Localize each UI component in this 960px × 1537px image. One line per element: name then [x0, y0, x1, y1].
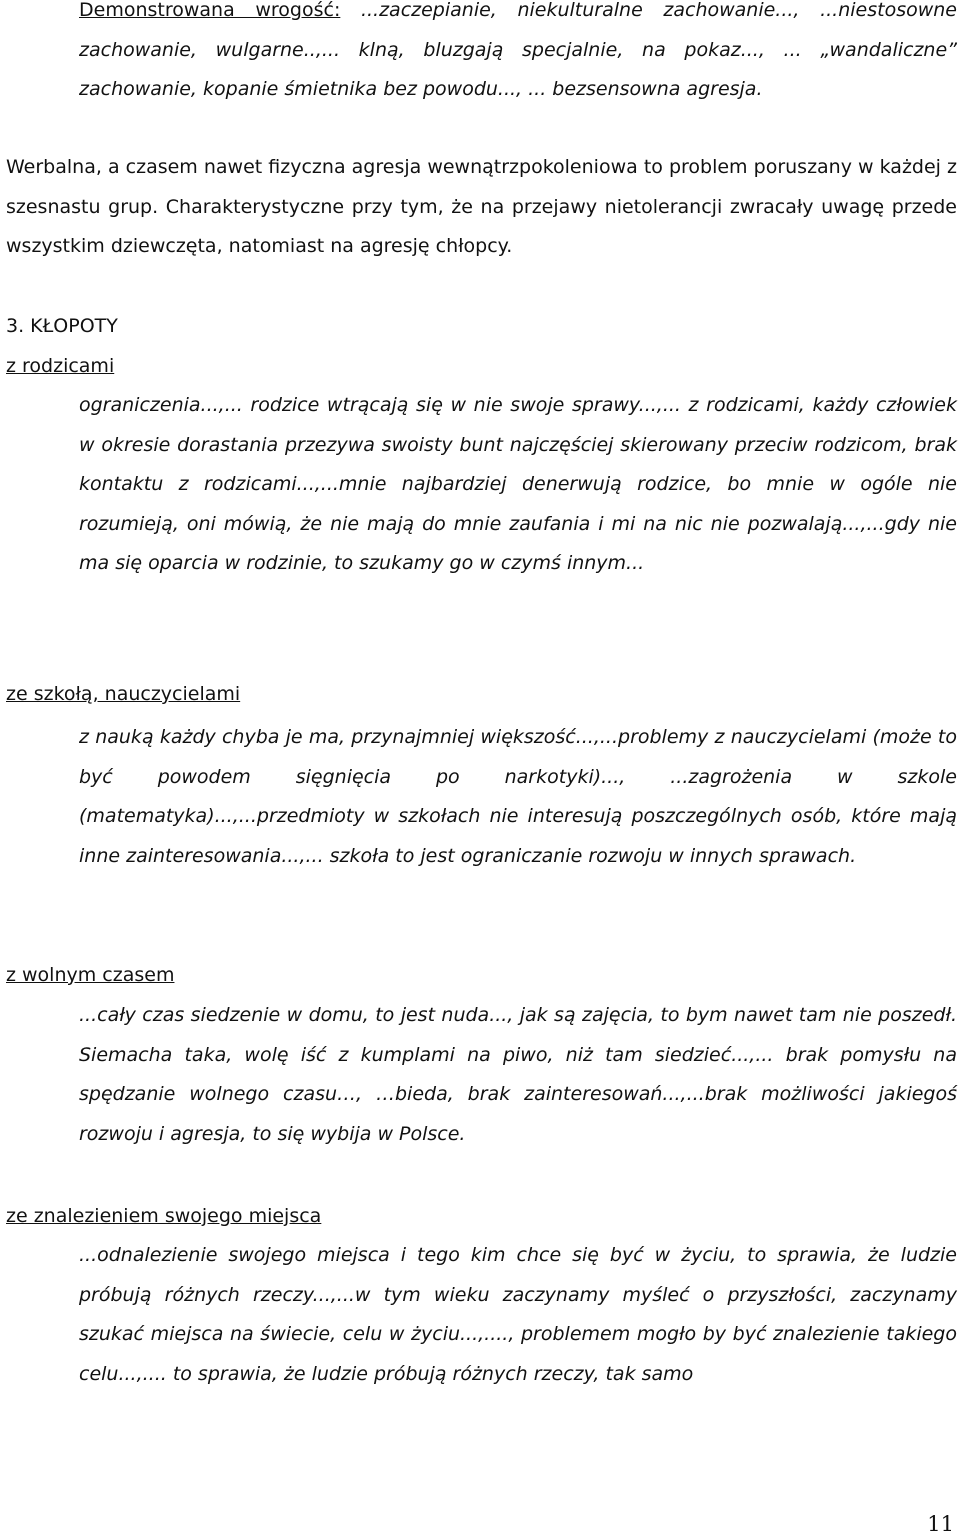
subsection-body-wolny-czas: ...cały czas siedzenie w domu, to jest nuda..., jak są zajęcia, to bym nawet tam nie poszedł. Siemacha taka, wolę iść z kumplami na piwo, niż tam siedzieć...,... brak pomysłu na spędzanie wolnego czasu…, …bieda, brak zainteresowań...,...brak możliwości jakiegoś rozwoju i agresja, to się wybija w Polsce. [79, 1004, 957, 1145]
subsection-heading-rodzice: z rodzicami [6, 355, 115, 377]
subsection-heading-miejsce: ze znalezieniem swojego miejsca [6, 1205, 322, 1227]
subsection-body-miejsce: ...odnalezienie swojego miejsca i tego kim chce się być w życiu, to sprawia, że ludzie próbują różnych rzeczy...,...w tym wieku zaczynamy myśleć o przyszłości, zaczynamy szukać miejsca na świecie, celu w życiu...,...., problemem mogło by być znalezienie takiego celu...,.... to sprawia, że ludzie próbują różnych rzeczy, tak samo [79, 1244, 957, 1385]
page-number: 11 [927, 1512, 954, 1536]
intro-text: ...zaczepianie, niekulturalne zachowanie..., ...niestosowne zachowanie, wulgarne..,... klną, bluzgają specjalnie, na pokaz..., ... „wandaliczne” zachowanie, kopanie śmietnika bez powodu..., ... bezsensowna agresja. [79, 0, 957, 100]
subsection-body-szkola: z nauką każdy chyba je ma, przynajmniej większość...,...problemy z nauczycielami (może to być powodem sięgnięcia po narkotyki)..., ...zagrożenia w szkole (matematyka)...,...przedmioty w szkołach nie interesują poszczególnych osób, które mają inne zainteresowania...,... szkoła to jest ograniczanie rozwoju w innych sprawach. [79, 726, 957, 867]
subsection-heading-wolny-czas: z wolnym czasem [6, 964, 175, 986]
subsection-heading-szkola: ze szkołą, nauczycielami [6, 683, 241, 705]
intro-label: Demonstrowana wrogość: [79, 0, 341, 21]
subsection-body-rodzice: ograniczenia...,... rodzice wtrącają się w nie swoje sprawy...,... z rodzicami, każdy człowiek w okresie dorastania przezywa swoisty bunt najczęściej skierowany przeciw rodzicom, brak kontaktu z rodzicami...,...mnie najbardziej denerwują rodzice, bo mnie w ogóle nie rozumieją, oni mówią, że nie mają do mnie zaufania i mi na nic nie pozwalają...,...gdy nie ma się oparcia w rodzinie, to szukamy go w czymś innym... [79, 394, 957, 574]
intro-paragraph [79, 0, 957, 110]
section-title: 3. KŁOPOTY [6, 315, 118, 337]
paragraph-agresja: Werbalna, a czasem nawet fizyczna agresja wewnątrzpokoleniowa to problem poruszany w każdej z szesnastu grup. Charakterystyczne przy tym, że na przejawy nietolerancji zwracały uwagę przede wszystkim dziewczęta, natomiast na agresję chłopcy. [6, 156, 957, 257]
